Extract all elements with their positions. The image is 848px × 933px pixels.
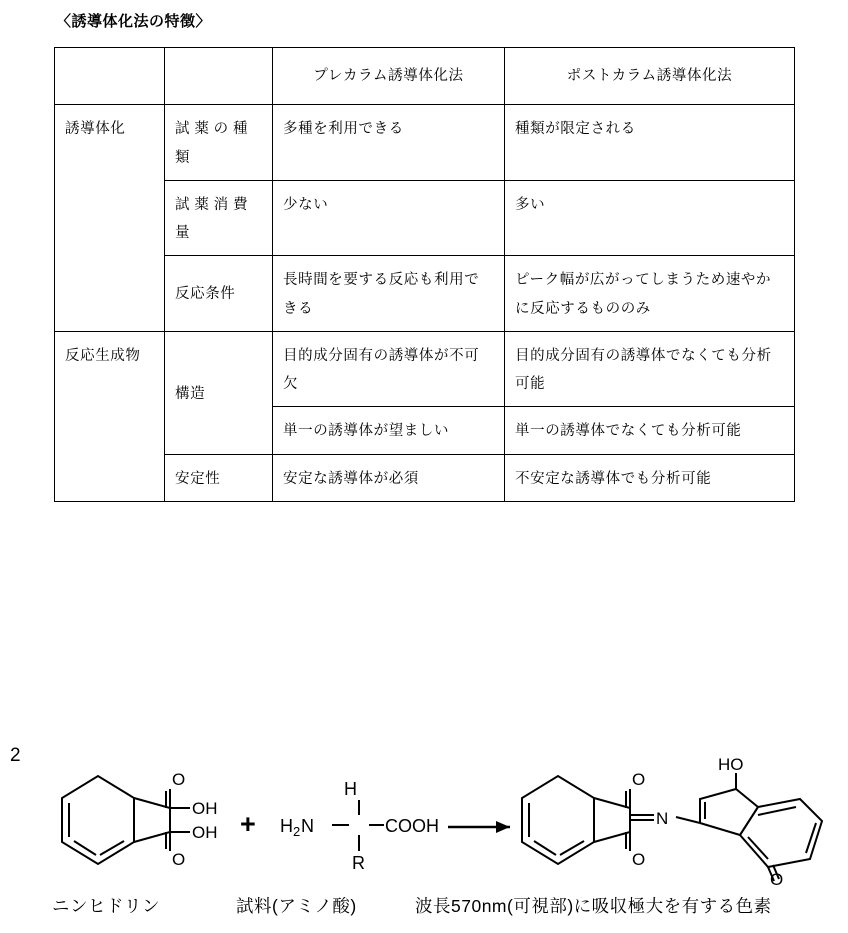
cell-post-reaction-conditions: ピーク幅が広がってしまうため速やかに反応するもののみ [505,256,795,332]
cell-post-structure-2: 単一の誘導体でなくても分析可能 [505,407,795,454]
table-row [55,105,795,181]
subhead-reaction-conditions: 反応条件 [165,256,273,332]
label-ninhydrin: ニンヒドリン [52,896,160,916]
reaction-labels [0,893,848,933]
cell-post-stability: 不安定な誘導体でも分析可能 [505,454,795,501]
subhead-structure: 構造 [165,331,273,454]
atom-label-r: R [352,853,365,873]
label-product: 波長570nm(可視部)に吸収極大を有する色素 [415,896,772,916]
header-postcolumn: ポストカラム誘導体化法 [505,48,795,105]
cell-pre-reaction-conditions: 長時間を要する反応も利用できる [273,256,505,332]
subhead-stability: 安定性 [165,454,273,501]
features-table [54,47,795,502]
atom-label-oh: OH [192,823,218,842]
subhead-reagent-consumption: 試 薬 消 費 量 [165,180,273,256]
atom-label-o: O [770,870,784,885]
atom-label-h: H [344,779,357,799]
reaction-scheme-figure [40,755,840,885]
plus-sign: + [240,809,256,839]
atom-label-o: O [172,770,186,789]
table-header-row [55,48,795,105]
table-row [55,454,795,501]
header-precolumn: プレカラム誘導体化法 [273,48,505,105]
cell-post-reagent-type: 種類が限定される [505,105,795,181]
header-blank-1 [55,48,165,105]
cell-pre-reagent-type: 多種を利用できる [273,105,505,181]
atom-label-o: O [632,770,646,789]
cell-post-structure-1: 目的成分固有の誘導体でなくても分析可能 [505,331,795,407]
atom-label-o: O [632,850,646,869]
atom-label-cooh: COOH [385,816,439,836]
atom-label-oh: OH [192,799,218,818]
table-row [55,256,795,332]
subhead-reagent-type: 試 薬 の 種 類 [165,105,273,181]
atom-label-h2n: H [280,816,293,836]
group-label-reaction-product: 反応生成物 [55,331,165,501]
header-blank-2 [165,48,273,105]
table-row [55,331,795,407]
label-sample: 試料(アミノ酸) [236,896,357,916]
cell-pre-structure-2: 単一の誘導体が望ましい [273,407,505,454]
atom-label-ho: HO [718,755,744,774]
atom-label-n: N [656,809,669,828]
table-row [55,180,795,256]
atom-label-o: O [172,850,186,869]
figure-number: 2 [10,745,21,766]
cell-pre-reagent-consumption: 少ない [273,180,505,256]
cell-post-reagent-consumption: 多い [505,180,795,256]
group-label-derivatization: 誘導体化 [55,105,165,332]
atom-label-n: N [301,816,314,836]
atom-label-subscript-2: 2 [293,824,301,839]
cell-pre-structure-1: 目的成分固有の誘導体が不可欠 [273,331,505,407]
page-title: 〈誘導体化法の特徴〉 [56,14,212,30]
cell-pre-stability: 安定な誘導体が必須 [273,454,505,501]
